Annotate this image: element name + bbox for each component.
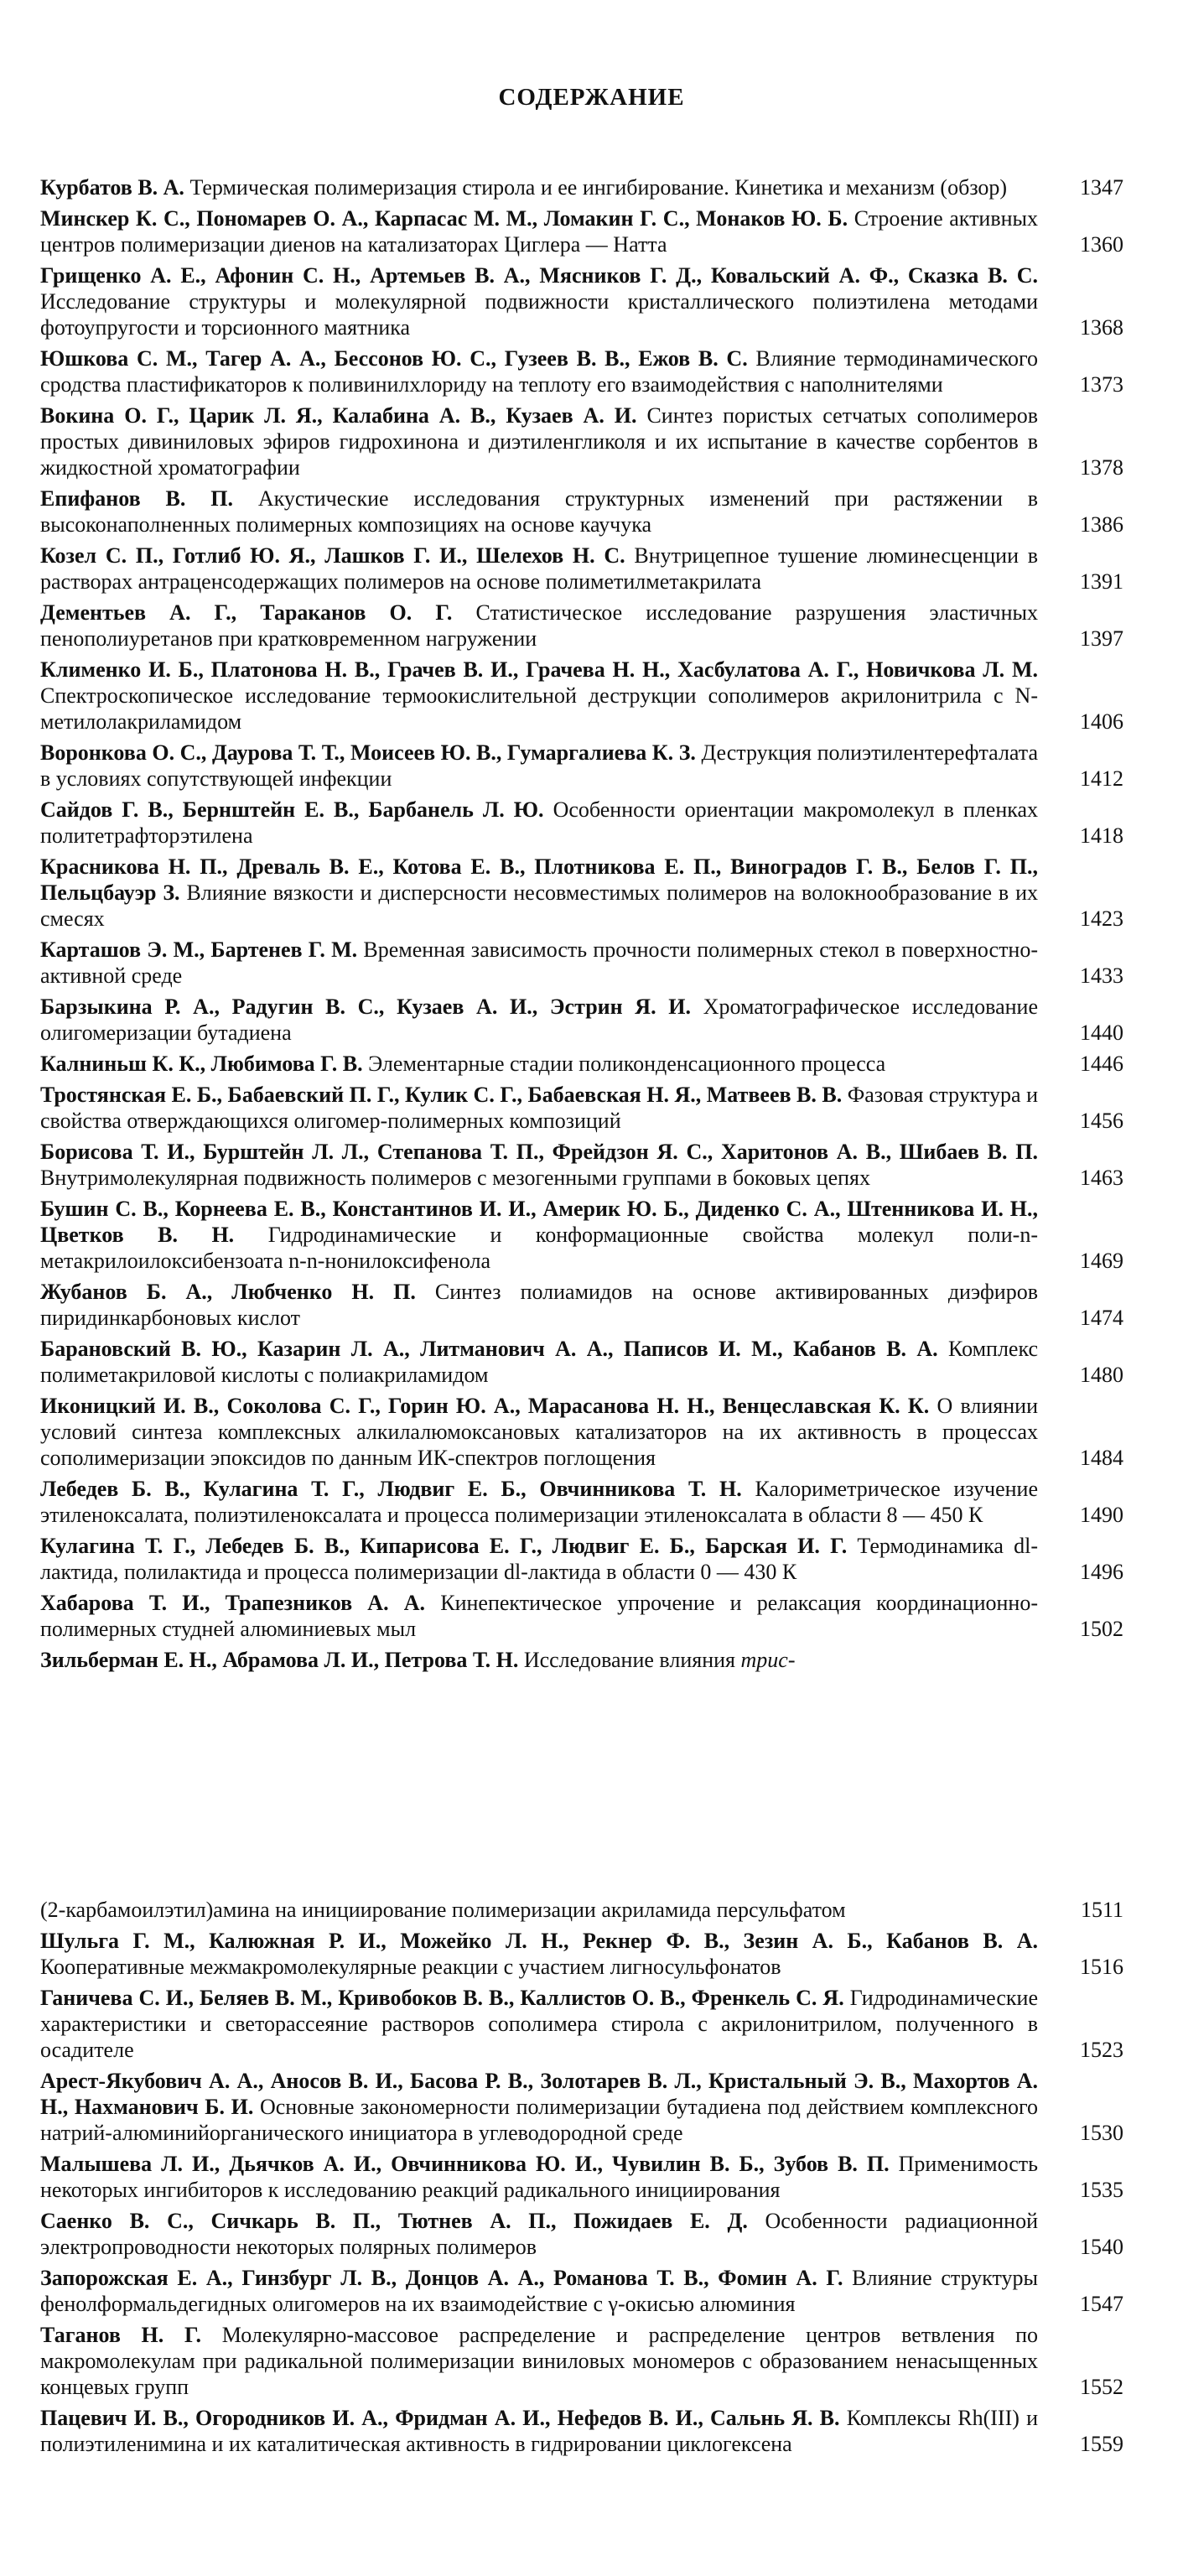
- entry-title: Комплекс полиметакриловой кислоты с полиакриламидом: [40, 1337, 1038, 1387]
- entry-page-number: 1360: [1073, 231, 1123, 257]
- entry-page-number: 1391: [1073, 569, 1123, 595]
- toc-entry: [40, 657, 1130, 735]
- toc-entry: [40, 1928, 1130, 1980]
- entry-page-number: 1511: [1074, 1897, 1123, 1923]
- toc-entry: [40, 1985, 1130, 2063]
- entry-title: Фазовая структура и свойства отверждающихся олигомер-полимерных композиций: [40, 1083, 1038, 1133]
- entry-authors: Кулагина Т. Г., Лебедев Б. В., Кипарисова Е. Г., Людвиг Е. Б., Барская И. Г.: [40, 1534, 848, 1558]
- entry-page-number: 1490: [1073, 1502, 1123, 1528]
- entry-page-number: 1469: [1073, 1248, 1123, 1274]
- entry-authors: Бушин С. В., Корнеева Е. В., Константинов И. И., Америк Ю. Б., Диденко С. А., Штенникова И. Н., Цветков В. Н.: [40, 1197, 1038, 1247]
- toc-entry: [40, 2265, 1130, 2317]
- entry-authors: Воронкова О. С., Даурова Т. Т., Моисеев Ю. В., Гумаргалиева К. З.: [40, 740, 696, 765]
- toc-entry: [40, 486, 1130, 538]
- entry-title: Влияние структуры фенолформальдегидных олигомеров на их взаимодействие с γ-окисью алюминия: [40, 2266, 1039, 2316]
- entry-authors: Хабарова Т. И., Трапезников А. А.: [40, 1591, 426, 1615]
- entry-page-number: 1516: [1073, 1954, 1123, 1980]
- entry-title: Деструкция полиэтилентерефталата в условиях сопутствующей инфекции: [40, 740, 1039, 791]
- entry-page-number: 1373: [1073, 371, 1123, 397]
- toc-entry: [40, 2068, 1130, 2146]
- entry-title: Гидродинамические характеристики и светорассеяние растворов сополимера стирола с акрилонитрилом, полученного в осадителе: [40, 1986, 1038, 2062]
- entry-title: Статистическое исследование разрушения эластичных пенополиуретанов при кратковременном нагружении: [40, 600, 1038, 651]
- entry-title: Синтез пористых сетчатых сополимеров простых дивиниловых эфиров гидрохинона и диэтиленгликоля и их испытание в качестве сорбентов в жидкостной хроматографии: [40, 403, 1038, 480]
- entry-page-number: 1378: [1073, 454, 1123, 480]
- entry-authors: Ганичева С. И., Беляев В. М., Кривобоков В. В., Каллистов О. В., Френкель С. Я.: [40, 1986, 844, 2010]
- entry-page-number: 1484: [1073, 1445, 1123, 1471]
- toc-entry-split-start: [40, 1647, 1130, 1673]
- toc-entry: [40, 1590, 1130, 1642]
- toc-entry: [40, 205, 1130, 257]
- toc-entry: [40, 1082, 1130, 1134]
- entry-authors: Курбатов В. А.: [40, 175, 184, 200]
- toc-entry: [40, 854, 1130, 932]
- entry-title: (2-карбамоилэтил)амина на инициирование полимеризации акриламида персульфатом: [40, 1898, 846, 1922]
- entry-title: Кооперативные межмакромолекулярные реакции с участием лигносульфонатов: [40, 1955, 781, 1979]
- entry-page-number: 1540: [1073, 2234, 1123, 2260]
- entry-authors: Барзыкина Р. А., Радугин В. С., Кузаев А. И., Эстрин Я. И.: [40, 995, 691, 1019]
- entry-page-number: 1440: [1073, 1020, 1123, 1046]
- entry-authors: Запорожская Е. А., Гинзбург Л. В., Донцов А. А., Романова Т. В., Фомин А. Г.: [40, 2266, 843, 2290]
- toc-entry: [40, 740, 1130, 792]
- entry-title: Молекулярно-массовое распределение и распределение центров ветвления по макромолекулам при радикальной полимеризации виниловых мономеров с образованием ненасыщенных концевых групп: [40, 2323, 1038, 2399]
- toc-entry-split-end: [40, 1897, 1130, 1923]
- entry-authors: Вокина О. Г., Царик Л. Я., Калабина А. В., Кузаев А. И.: [40, 403, 637, 428]
- entry-page-number: 1535: [1073, 2177, 1123, 2203]
- entry-authors: Саенко В. С., Сичкарь В. П., Тютнев А. П., Пожидаев Е. Д.: [40, 2209, 748, 2233]
- entry-authors: Красникова Н. П., Древаль В. Е., Котова Е. В., Плотникова Е. П., Виноградов Г. В., Белов Г. П., Пельцбауэр З.: [40, 854, 1038, 905]
- entry-title: Термодинамика dl-лактида, полилактида и процесса полимеризации dl-лактида в области 0 — 430 К: [40, 1534, 1039, 1584]
- toc-entry: [40, 543, 1130, 595]
- entry-title: Влияние вязкости и дисперсности несовместимых полимеров на волокнообразование в их смесях: [40, 880, 1038, 931]
- toc-entry: [40, 2405, 1130, 2457]
- entry-page-number: 1552: [1073, 2374, 1123, 2400]
- entry-authors: Епифанов В. П.: [40, 486, 233, 511]
- entry-title: Влияние термодинамического сродства пластификаторов к поливинилхлориду на теплоту его взаимодействия с наполнителями: [40, 346, 1039, 397]
- toc-entry: [40, 402, 1130, 480]
- entry-page-number: 1368: [1073, 314, 1123, 340]
- entry-authors: Карташов Э. М., Бартенев Г. М.: [40, 937, 358, 962]
- entry-authors: Малышева Л. И., Дьячков А. И., Овчинникова Ю. И., Чувилин В. Б., Зубов В. П.: [40, 2152, 890, 2176]
- entry-authors: Пацевич И. В., Огородников И. А., Фридман А. И., Нефедов В. И., Сальнь Я. В.: [40, 2406, 840, 2430]
- entry-authors: Жубанов Б. А., Любченко Н. П.: [40, 1280, 416, 1304]
- toc-entry: [40, 1336, 1130, 1388]
- toc-entry: [40, 1279, 1130, 1331]
- entry-authors: Барановский В. Ю., Казарин Л. А., Литманович А. А., Паписов И. М., Кабанов В. А.: [40, 1337, 938, 1361]
- entry-authors: Грищенко А. Е., Афонин С. Н., Артемьев В. А., Мясников Г. Д., Ковальский А. Ф., Сказка В. С.: [40, 263, 1038, 288]
- entry-page-number: 1456: [1073, 1108, 1123, 1134]
- entry-title: Строение активных центров полимеризации диенов на катализаторах Циглера — Натта: [40, 206, 1039, 257]
- toc-entry: [40, 1051, 1130, 1077]
- entry-authors: Таганов Н. Г.: [40, 2323, 202, 2347]
- toc-entry: [40, 797, 1130, 849]
- entry-title: Элементарные стадии поликонденсационного процесса: [368, 1052, 886, 1076]
- toc-entry: [40, 1393, 1130, 1471]
- entry-page-number: 1412: [1073, 766, 1123, 792]
- entry-page-number: 1418: [1073, 823, 1123, 849]
- entry-page-number: 1433: [1073, 963, 1123, 989]
- toc-entry: [40, 2208, 1130, 2260]
- toc-entry: [40, 174, 1130, 200]
- entry-page-number: 1496: [1073, 1559, 1123, 1585]
- entry-authors: Калниньш К. К., Любимова Г. В.: [40, 1052, 363, 1076]
- entry-title: Исследование влияния: [523, 1648, 735, 1672]
- entry-authors: Шульга Г. М., Калюжная Р. И., Можейко Л. Н., Рекнер Ф. В., Зезин А. Б., Кабанов В. А.: [40, 1929, 1038, 1953]
- entry-page-number: 1397: [1073, 626, 1123, 652]
- entry-page-number: 1559: [1073, 2431, 1123, 2457]
- entry-title-break: трис-: [740, 1648, 796, 1672]
- entry-title: Временная зависимость прочности полимерных стекол в поверхностно-активной среде: [40, 937, 1039, 988]
- toc-list: [40, 174, 1130, 1678]
- entry-title: Особенности ориентации макромолекул в пленках политетрафторэтилена: [40, 797, 1039, 848]
- entry-title: Хроматографическое исследование олигомеризации бутадиена: [40, 995, 1039, 1045]
- entry-page-number: 1530: [1073, 2120, 1123, 2146]
- entry-authors: Дементьев А. Г., Тараканов О. Г.: [40, 600, 453, 625]
- entry-page-number: 1406: [1073, 709, 1123, 735]
- entry-authors: Клименко И. Б., Платонова Н. В., Грачев В. И., Грачева Н. Н., Хасбулатова А. Г., Новичкова Л. М.: [40, 657, 1038, 682]
- entry-authors: Борисова Т. И., Бурштейн Л. Л., Степанова Т. П., Фрейдзон Я. С., Харитонов А. В., Шибаев В. П.: [40, 1140, 1038, 1164]
- entry-title: Комплексы Rh(III) и полиэтиленимина и их каталитическая активность в гидрировании циклогексена: [40, 2406, 1038, 2456]
- toc-entry: [40, 937, 1130, 989]
- entry-title: Гидродинамические и конформационные свойства молекул поли-n-метакрилоилоксибензоата n-n-нонилоксифенола: [40, 1223, 1038, 1273]
- entry-page-number: 1347: [1073, 174, 1123, 200]
- entry-authors: Юшкова С. М., Тагер А. А., Бессонов Ю. С., Гузеев В. В., Ежов В. С.: [40, 346, 748, 371]
- toc-entry: [40, 994, 1130, 1046]
- toc-entry: [40, 1139, 1130, 1191]
- toc-entry: [40, 1533, 1130, 1585]
- entry-title: О влиянии условий синтеза комплексных алкилалюмоксановых катализаторов на их активность в процессах сополимеризации эпоксидов по данным ИК-спектров поглощения: [40, 1394, 1038, 1470]
- entry-title: Исследование структуры и молекулярной подвижности кристаллического полиэтилена методами фотоупругости и торсионного маятника: [40, 289, 1038, 340]
- entry-title: Синтез полиамидов на основе активированных диэфиров пиридинкарбоновых кислот: [40, 1280, 1039, 1330]
- toc-entry: [40, 1196, 1130, 1274]
- entry-title: Внутримолекулярная подвижность полимеров с мезогенными группами в боковых цепях: [40, 1166, 870, 1190]
- entry-page-number: 1423: [1073, 906, 1123, 932]
- entry-authors: Тростянская Е. Б., Бабаевский П. Г., Кулик С. Г., Бабаевская Н. Я., Матвеев В. В.: [40, 1083, 843, 1107]
- toc-entry: [40, 2151, 1130, 2203]
- entry-page-number: 1547: [1073, 2291, 1123, 2317]
- entry-title: Применимость некоторых ингибиторов к исследованию реакций радикального инициирования: [40, 2152, 1039, 2202]
- entry-title: Внутрицепное тушение люминесценции в растворах антраценсодержащих полимеров на основе полиметилметакрилата: [40, 543, 1038, 594]
- entry-page-number: 1463: [1073, 1165, 1123, 1191]
- entry-authors: Козел С. П., Готлиб Ю. Я., Лашков Г. И., Шелехов Н. С.: [40, 543, 625, 568]
- entry-authors: Иконицкий И. В., Соколова С. Г., Горин Ю. А., Марасанова Н. Н., Венцеславская К. К.: [40, 1394, 930, 1418]
- entry-title: Калориметрическое изучение этиленоксалата, полиэтиленоксалата и процесса полимеризации этиленоксалата в области 8 — 450 К: [40, 1477, 1038, 1527]
- entry-authors: Сайдов Г. В., Бернштейн Е. В., Барбанель Л. Ю.: [40, 797, 544, 822]
- entry-title: Акустические исследования структурных изменений при растяжении в высоконаполненных полимерных композициях на основе каучука: [40, 486, 1039, 537]
- entry-authors: Арест-Якубович А. А., Аносов В. И., Басова Р. В., Золотарев В. Л., Кристальный Э. В., Махортов А. Н., Нахманович Б. И.: [40, 2069, 1038, 2119]
- toc-entry: [40, 600, 1130, 652]
- entry-title: Основные закономерности полимеризации бутадиена под действием комплексного натрий-алюминийорганического инициатора в углеводородной среде: [40, 2095, 1038, 2145]
- toc-entry: [40, 262, 1130, 340]
- entry-title: Кинепектическое упрочение и релаксация координационно-полимерных студней алюминиевых мыл: [40, 1591, 1038, 1641]
- entry-title: Термическая полимеризация стирола и ее ингибирование. Кинетика и механизм (обзор): [189, 175, 1008, 200]
- entry-page-number: 1446: [1073, 1051, 1123, 1077]
- page-title: СОДЕРЖАНИЕ: [498, 84, 685, 111]
- entry-page-number: 1523: [1073, 2037, 1123, 2063]
- toc-list-continued: [40, 1897, 1130, 2462]
- entry-page-number: 1502: [1073, 1616, 1123, 1642]
- entry-page-number: 1386: [1073, 512, 1123, 538]
- entry-title: Особенности радиационной электропроводности некоторых полярных полимеров: [40, 2209, 1039, 2259]
- entry-authors: Зильберман Е. Н., Абрамова Л. И., Петрова Т. Н.: [40, 1648, 519, 1672]
- toc-entry: [40, 345, 1130, 397]
- entry-title: Спектроскопическое исследование термоокислительной деструкции сополимеров акрилонитрила с N-метилолакриламидом: [40, 683, 1038, 734]
- toc-entry: [40, 1476, 1130, 1528]
- entry-authors: Лебедев Б. В., Кулагина Т. Г., Людвиг Е. Б., Овчинникова Т. Н.: [40, 1477, 742, 1501]
- entry-page-number: 1474: [1073, 1305, 1123, 1331]
- entry-authors: Минскер К. С., Пономарев О. А., Карпасас М. М., Ломакин Г. С., Монаков Ю. Б.: [40, 206, 848, 231]
- toc-entry: [40, 2322, 1130, 2400]
- entry-page-number: 1480: [1073, 1362, 1123, 1388]
